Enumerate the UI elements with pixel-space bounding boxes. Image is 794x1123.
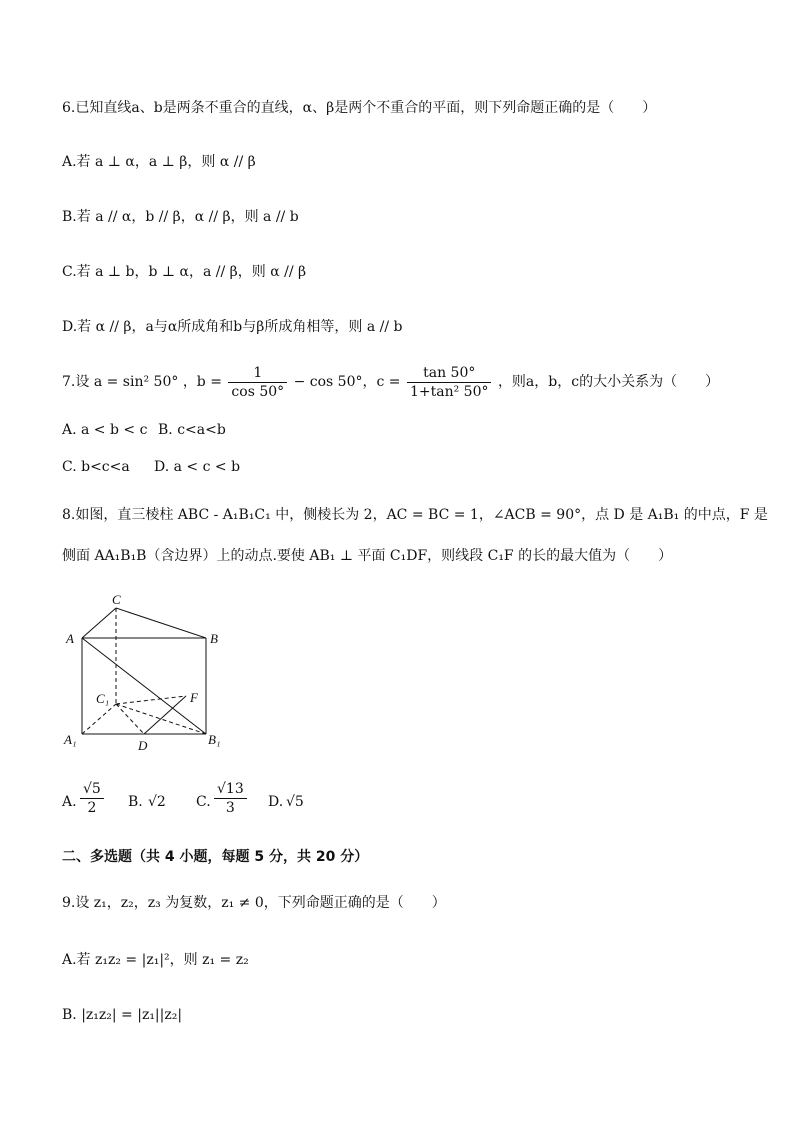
section-2-title: 二、多选题（共 4 小题，每题 5 分，共 20 分） (62, 849, 369, 865)
edge-ac (82, 608, 116, 638)
q7-c-numerator: tan 50° (407, 364, 492, 383)
q7-a-expr: a = sin² 50° (93, 374, 179, 390)
edge-a1c1-hidden (82, 704, 116, 734)
q7-b-suffix: − cos 50°，c = (293, 374, 401, 390)
q8-option-c-fraction (214, 780, 247, 817)
q9-option-a: A.若 z₁z₂ = |z₁|²，则 z₁ = z₂ (62, 952, 249, 968)
q8-option-c-label: C. (196, 794, 211, 810)
label-d: D (138, 738, 148, 753)
q8-option-a-denominator: 2 (87, 800, 97, 816)
diagonal-ab1 (82, 638, 206, 734)
q8-options (62, 780, 382, 824)
q7-b-prefix: ，b = (182, 374, 222, 390)
q8-stem-line-1: 8.如图，直三棱柱 ABC - A₁B₁C₁ 中，侧棱长为 2，AC = BC = 1，∠ACB = 90°，点 D 是 A₁B₁ 的中点，F 是 (62, 507, 768, 523)
label-a: A (66, 631, 74, 646)
segment-c1f-hidden (116, 696, 186, 704)
label-a1: A₁ (64, 732, 77, 747)
q6-stem: 6.已知直线a、b是两条不重合的直线，α、β是两个不重合的平面，则下列命题正确的是（ ） (62, 100, 657, 116)
label-f: F (190, 690, 198, 705)
q7-option-c: C. b<c<a (62, 459, 130, 475)
q6-option-b: B.若 a // α，b // β，α // β，则 a // b (62, 209, 299, 225)
q8-option-b-label: B. (128, 794, 143, 810)
q9-stem: 9.设 z₁，z₂，z₃ 为复数，z₁ ≠ 0，下列命题正确的是（ ） (62, 895, 446, 911)
q7-c-fraction (407, 364, 492, 401)
label-c: C (112, 592, 121, 607)
q6-option-d: D.若 α // β，a与α所成角和b与β所成角相等，则 a // b (62, 319, 403, 335)
q7-b-denominator: cos 50° (231, 383, 285, 400)
q6-option-c: C.若 a ⊥ b，b ⊥ α，a // β，则 α // β (62, 264, 307, 280)
q8-option-a-label: A. (62, 794, 77, 810)
label-b1: B₁ (208, 732, 221, 747)
q7-b-fraction (228, 364, 287, 401)
q8-option-a-fraction (80, 780, 104, 817)
q6-option-a: A.若 a ⊥ α，a ⊥ β，则 α // β (62, 154, 256, 170)
q8-option-a-numerator: √5 (80, 780, 104, 799)
q7-option-a: A. a < b < c (62, 422, 148, 438)
q7-option-d: D. a < c < b (154, 459, 241, 475)
q8-option-d-value: √5 (286, 794, 304, 810)
q8-option-d-label: D. (268, 794, 284, 810)
q7-prefix: 7.设 (62, 374, 90, 390)
q8-option-c-denominator: 3 (225, 800, 235, 816)
q7-stem (62, 362, 719, 402)
q8-option-b-value: √2 (148, 794, 166, 810)
prism-figure (62, 588, 232, 758)
q8-option-c-numerator: √13 (214, 780, 247, 799)
q9-option-b: B. |z₁z₂| = |z₁||z₂| (62, 1007, 183, 1023)
q7-b-numerator: 1 (228, 364, 287, 383)
q8-stem-line-2: 侧面 AA₁B₁B（含边界）上的动点.要使 AB₁ ⊥ 平面 C₁DF，则线段 C₁F 的长的最大值为（ ） (62, 548, 673, 564)
q7-suffix: ，则a，b，c的大小关系为（ ） (497, 374, 720, 390)
q7-option-b: B. c<a<b (158, 422, 226, 438)
edge-cb (116, 608, 206, 638)
label-c1: C₁ (96, 691, 110, 706)
label-b: B (210, 631, 218, 646)
q7-c-denominator: 1+tan² 50° (409, 383, 489, 400)
